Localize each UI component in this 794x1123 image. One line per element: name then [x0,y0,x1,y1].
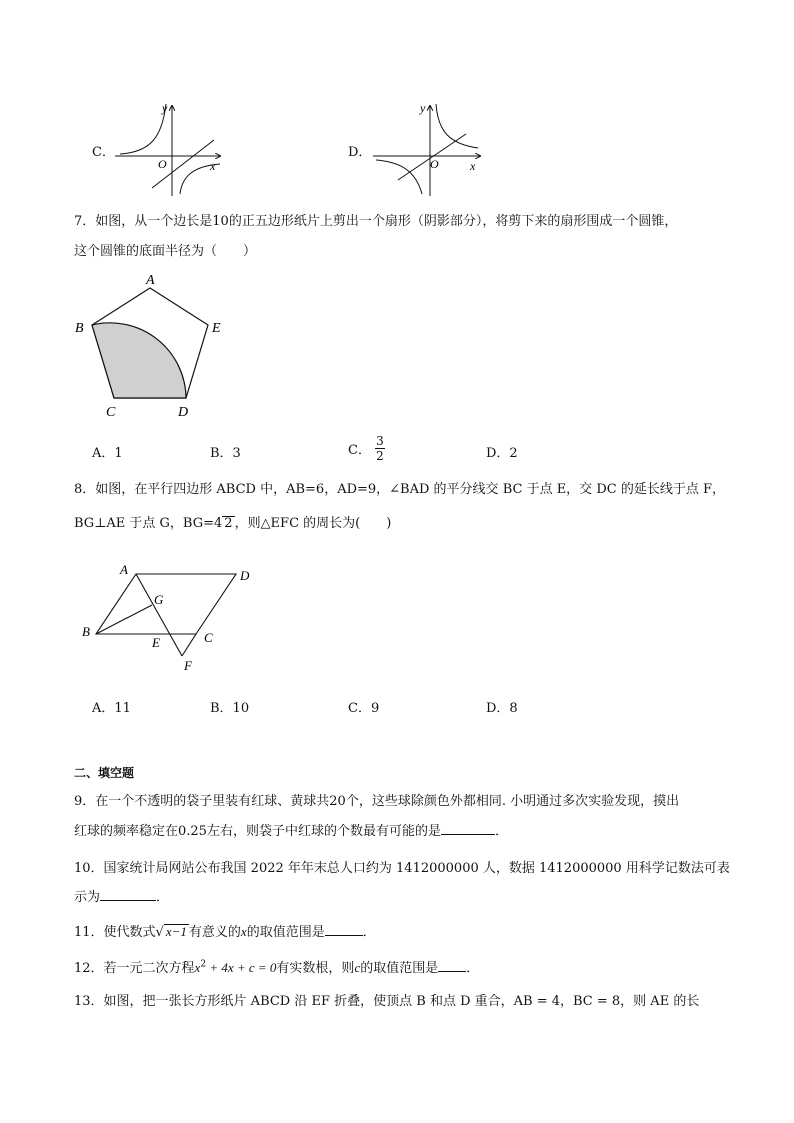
q12-mid: 有实数根，则 [276,961,355,976]
q8-option-d: D．8 [486,701,518,716]
pentagon-figure [70,270,230,420]
point-label-e: E [152,635,160,650]
q12-var: c [354,960,361,975]
q7-option-c [348,435,385,462]
q9-line-2-post: ． [494,824,508,839]
q12-end: ． [466,961,480,976]
q9-line-2 [74,820,508,839]
extension-cf [182,634,196,656]
x-axis-label: x [470,159,476,173]
q11-post: 的取值范围是 [246,925,325,940]
q13-line: 13．如图，把一张长方形纸片 ABCD 沿 EF 折叠，使顶点 B 和点 D 重合，AB = 4，BC = 8，则 AE 的长 [74,994,700,1009]
answer-blank[interactable] [325,923,363,936]
fraction [375,435,385,462]
q8-option-a: A．11 [92,701,131,716]
vertex-label-e: E [212,321,221,336]
q7-line-1: 7．如图，从一个边长是10的正五边形纸片上剪出一个扇形（阴影部分），将剪下来的扇形围成一个圆锥， [74,214,678,229]
q7-option-d: D．2 [486,446,518,461]
q11-pre: 11．使代数式 [74,925,156,940]
q11-mid: 有意义的 [188,925,241,940]
y-axis-label: y [162,101,168,115]
q8-line-2-post: ，则△EFC 的周长为( ) [234,516,392,531]
point-label-f: F [184,658,192,673]
sqrt-expression: 2 [224,516,233,531]
section-title: 二、填空题 [74,766,135,780]
q7-option-b: B．3 [210,446,241,461]
parallelogram-figure [76,560,266,675]
equation-exponent: 2 [200,959,207,970]
q12-post: 的取值范围是 [360,961,439,976]
answer-blank[interactable] [100,888,156,901]
point-label-g: G [154,592,164,607]
q8-line-2-pre: BG⊥AE 于点 G，BG=4 [74,516,223,531]
hyperbola-branch-lower-left [376,160,422,194]
q10-line-2 [74,886,169,905]
hyperbola-branch-upper-right [436,104,478,148]
equation-var: x [194,960,201,975]
fraction-numerator: 3 [376,434,384,448]
q11-var: x [240,924,247,939]
answer-blank[interactable] [438,959,466,972]
q7-option-a: A．1 [92,446,123,461]
vertex-label-b: B [75,321,84,336]
vertex-label-b: B [82,624,90,639]
q12-pre: 12．若一元二次方程 [74,961,195,976]
parallelogram-abcd [96,574,236,634]
vertex-label-a: A [146,273,155,288]
origin-label: O [158,157,167,171]
hyperbola-branch-upper-left [120,104,166,154]
option-d-label: D． [348,145,372,160]
origin-label: O [430,157,439,171]
q8-option-c: C．9 [348,701,380,716]
equation-rest: + 4x + c = 0 [206,960,277,975]
q12-line [74,957,479,976]
q9-line-1: 9．在一个不透明的袋子里装有红球、黄球共20个，这些球除颜色外都相同. 小明通过多次实验发现，摸出 [74,794,680,809]
sqrt-expression: x−1 [165,924,187,939]
q11-end: ． [362,925,376,940]
q10-line-2-pre: 示为 [74,890,101,905]
q8-line-2 [74,512,391,531]
q10-line-2-post: ． [156,890,170,905]
fraction-denominator: 2 [376,449,384,463]
q7-option-c-prefix: C． [348,443,371,458]
answer-blank[interactable] [441,822,495,835]
q8-option-b: B．10 [210,701,250,716]
graph-option-d [368,98,493,198]
q11-line: 11．使代数式√ x−1 有意义的x的取值范围是 ． [74,924,376,940]
q8-line-1: 8．如图，在平行四边形 ABCD 中，AB=6，AD=9，∠BAD 的平分线交 BC 于点 E，交 DC 的延长线于点 F， [74,482,725,497]
y-axis-label: y [420,101,426,115]
q9-line-2-pre: 红球的频率稳定在0.25左右，则袋子中红球的个数最有可能的是 [74,824,441,839]
vertex-label-d: D [240,568,250,583]
vertex-label-c: C [204,630,213,645]
vertex-label-d: D [178,405,189,420]
option-c-label: C． [92,145,115,160]
q10-line-1: 10．国家统计局网站公布我国 2022 年年末总人口约为 1412000000 人，数据 1412000000 用科学记数法可表 [74,861,730,876]
x-axis-label: x [210,159,216,173]
graph-option-c [110,98,235,198]
vertex-label-c: C [106,405,116,420]
q7-line-2: 这个圆锥的底面半径为（ ） [74,244,257,259]
vertex-label-a: A [120,562,128,577]
perpendicular-bg [96,605,152,634]
